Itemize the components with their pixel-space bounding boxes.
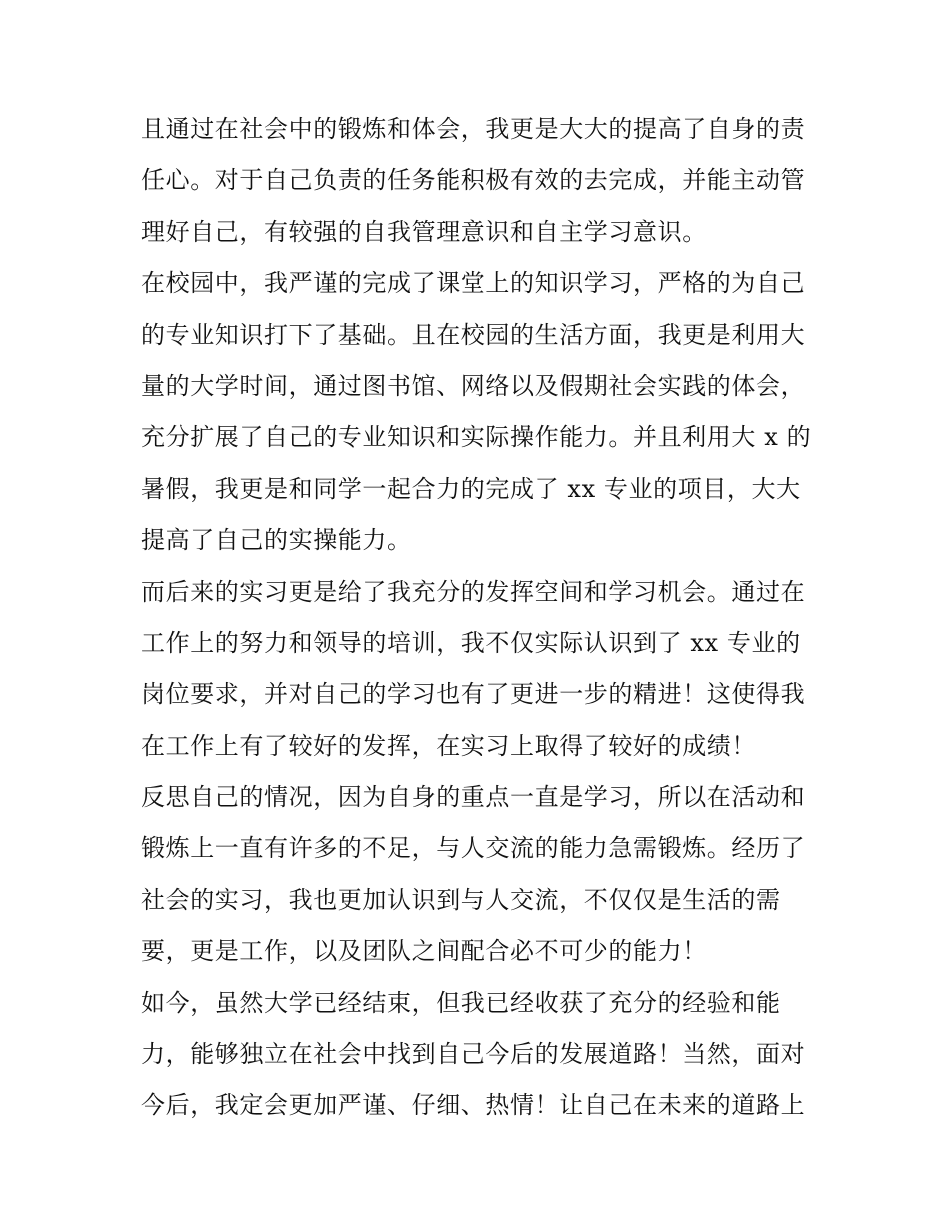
text-line: 力，能够独立在社会中找到自己今后的发展道路！当然，面对 bbox=[141, 1040, 806, 1069]
text-line: 要，更是工作，以及团队之间配合必不可少的能力！ bbox=[141, 937, 707, 966]
body-text bbox=[141, 104, 821, 1132]
text-line: 工作上的努力和领导的培训，我不仅实际认识到了 xx 专业的 bbox=[141, 628, 801, 657]
text-line: 提高了自己的实操能力。 bbox=[141, 526, 412, 555]
text-line: 社会的实习，我也更加认识到与人交流，不仅仅是生活的需 bbox=[141, 885, 781, 914]
text-line: 充分扩展了自己的专业知识和实际操作能力。并且利用大 x 的 bbox=[141, 423, 812, 452]
text-line: 岗位要求，并对自己的学习也有了更进一步的精进！这使得我 bbox=[141, 680, 806, 709]
text-line: 反思自己的情况，因为自身的重点一直是学习，所以在活动和 bbox=[141, 783, 806, 812]
text-line: 任心。对于自己负责的任务能积极有效的去完成，并能主动管 bbox=[141, 166, 806, 195]
text-line: 的专业知识打下了基础。且在校园的生活方面，我更是利用大 bbox=[141, 320, 806, 349]
text-line: 如今，虽然大学已经结束，但我已经收获了充分的经验和能 bbox=[141, 988, 781, 1017]
text-line: 在校园中，我严谨的完成了课堂上的知识学习，严格的为自己 bbox=[141, 269, 806, 298]
text-line: 今后，我定会更加严谨、仔细、热情！让自己在未来的道路上 bbox=[141, 1091, 806, 1120]
text-line: 且通过在社会中的锻炼和体会，我更是大大的提高了自身的责 bbox=[141, 115, 806, 143]
text-line: 暑假，我更是和同学一起合力的完成了 xx 专业的项目，大大 bbox=[141, 474, 801, 503]
text-line: 量的大学时间，通过图书馆、网络以及假期社会实践的体会， bbox=[141, 371, 806, 400]
text-line: 而后来的实习更是给了我充分的发挥空间和学习机会。通过在 bbox=[141, 577, 806, 606]
text-line: 锻炼上一直有许多的不足，与人交流的能力急需锻炼。经历了 bbox=[141, 834, 806, 863]
text-line: 在工作上有了较好的发挥，在实习上取得了较好的成绩！ bbox=[141, 731, 756, 760]
text-line: 理好自己，有较强的自我管理意识和自主学习意识。 bbox=[141, 217, 707, 246]
